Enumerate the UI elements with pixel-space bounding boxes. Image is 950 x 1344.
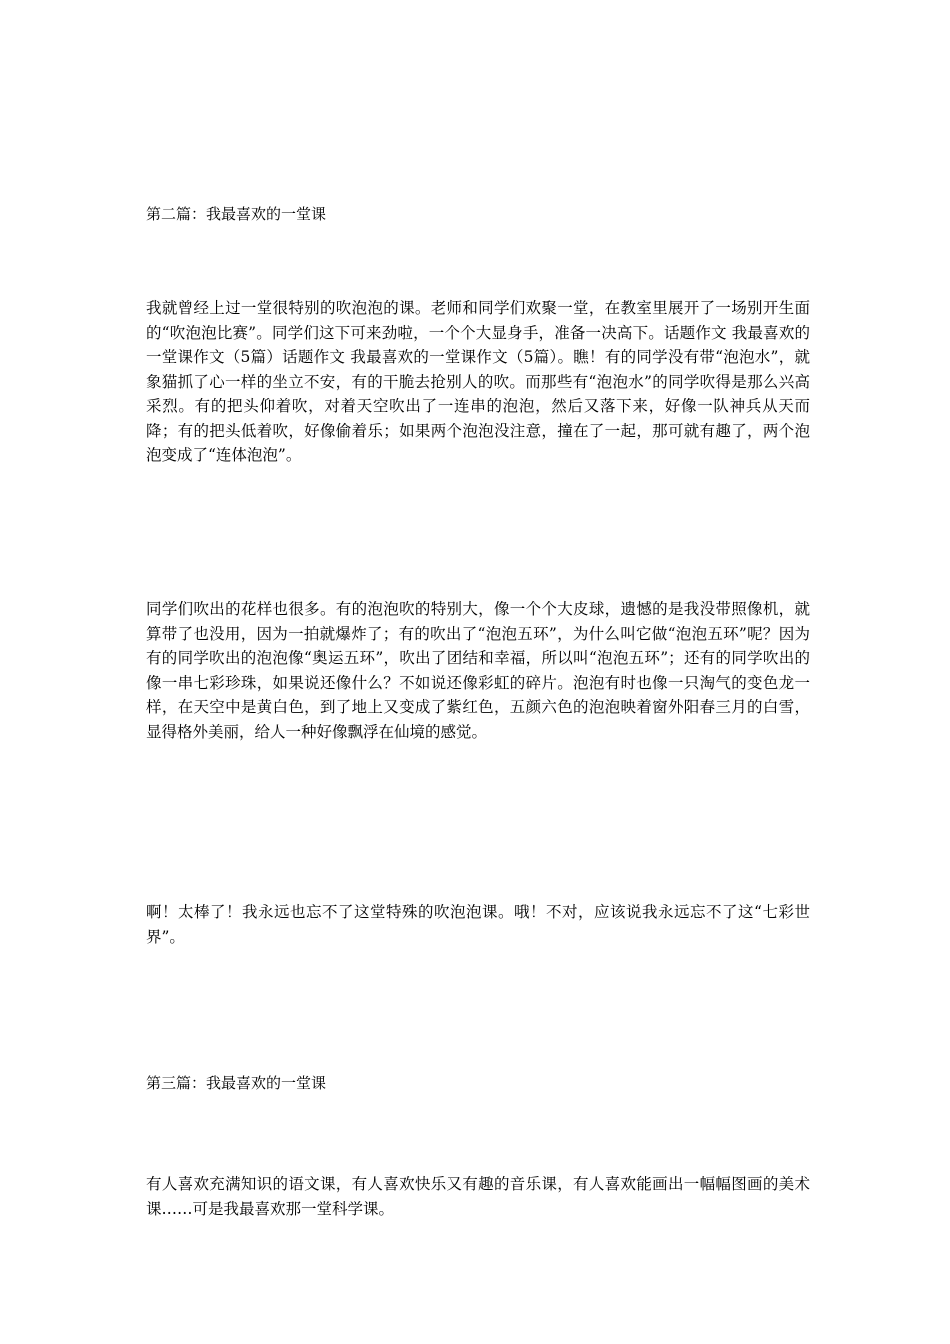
paragraph-bubble-contest: 我就曾经上过一堂很特别的吹泡泡的课。老师和同学们欢聚一堂，在教室里展开了一场别开生面的“吹泡泡比赛”。同学们这下可来劲啦，一个个大显身手，准备一决高下。话题作文 我最喜欢的一堂课作文（5篇）话题作文 我最喜欢的一堂课作文（5篇）。瞧！有的同学没有带“泡泡水”，就象猫抓了心一样的坐立不安，有的干脆去抢别人的吹。而那些有“泡泡水”的同学吹得是那么兴高采烈。有的把头仰着吹，对着天空吹出了一连串的泡泡，然后又落下来，好像一队神兵从天而降；有的把头低着吹，好像偷着乐；如果两个泡泡没注意，撞在了一起，那可就有趣了，两个泡泡变成了“连体泡泡”。 [146, 299, 810, 464]
paragraph-bubble-patterns: 同学们吹出的花样也很多。有的泡泡吹的特别大，像一个个大皮球，遗憾的是我没带照像机，就算带了也没用，因为一拍就爆炸了；有的吹出了“泡泡五环”，为什么叫它做“泡泡五环”呢？因为有的同学吹出的泡泡像“奥运五环”，吹出了团结和幸福，所以叫“泡泡五环”；还有的同学吹出的像一串七彩珍珠，如果说还像什么？不如说还像彩虹的碎片。泡泡有时也像一只淘气的变色龙一样，在天空中是黄白色，到了地上又变成了紫红色，五颜六色的泡泡映着窗外阳春三月的白雪，显得格外美丽，给人一种好像飘浮在仙境的感觉。 [146, 600, 810, 741]
section-heading-2: 第二篇：我最喜欢的一堂课 [146, 205, 327, 223]
paragraph-science-class: 有人喜欢充满知识的语文课，有人喜欢快乐又有趣的音乐课，有人喜欢能画出一幅幅图画的美术课……可是我最喜欢那一堂科学课。 [146, 1175, 810, 1218]
paragraph-conclusion: 啊！太棒了！我永远也忘不了这堂特殊的吹泡泡课。哦！不对，应该说我永远忘不了这“七彩世界”。 [146, 903, 810, 946]
section-heading-3: 第三篇：我最喜欢的一堂课 [146, 1074, 327, 1092]
